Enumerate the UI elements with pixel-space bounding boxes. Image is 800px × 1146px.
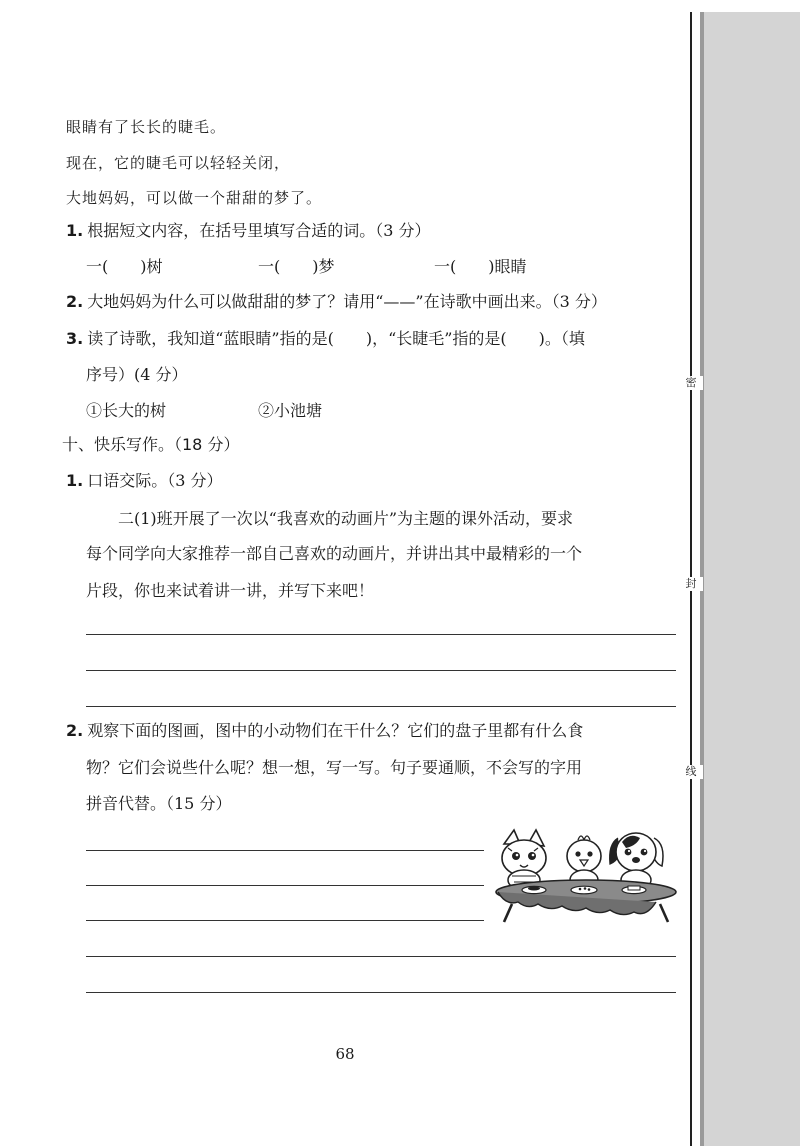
question-3 — [66, 328, 585, 350]
binding-margin — [700, 12, 800, 1146]
writing-line[interactable] — [86, 706, 676, 707]
section-10-question-1 — [66, 470, 223, 492]
seal-char-xian: 线 — [679, 765, 703, 779]
writing-line[interactable] — [86, 670, 676, 671]
option-2: ②小池塘 — [258, 401, 323, 420]
question-2 — [66, 291, 607, 313]
blank-tree[interactable]: 一( )树 — [86, 257, 163, 276]
section-10-question-2-text-line-1: 观察下面的图画，图中的小动物们在干什么？它们的盘子里都有什么食 — [87, 721, 584, 740]
writing-line[interactable] — [86, 634, 676, 635]
writing-line[interactable] — [86, 992, 676, 993]
question-3-text-line-2: 序号）(4 分） — [86, 365, 188, 384]
poem-line-1: 眼睛有了长长的睫毛。 — [66, 118, 227, 136]
question-2-text: 大地妈妈为什么可以做甜甜的梦了？请用“——”在诗歌中画出来。（3 分） — [87, 292, 607, 311]
dining-table — [496, 880, 676, 922]
question-1-blanks — [86, 256, 527, 278]
section-10-question-2 — [66, 720, 583, 742]
question-1-text: 根据短文内容，在括号里填写合适的词。（3 分） — [87, 221, 431, 240]
oral-para-line-2: 每个同学向大家推荐一部自己喜欢的动画片，并讲出其中最精彩的一个 — [86, 544, 583, 563]
section-10-title: 十、快乐写作。（18 分） — [62, 435, 240, 454]
section-10-question-2-text-line-2: 物？它们会说些什么呢？想一想，写一写。句子要通顺，不会写的字用 — [86, 758, 583, 777]
oral-para-line-3: 片段，你也来试着讲一讲，并写下来吧！ — [86, 581, 375, 600]
page-number: 68 — [335, 1045, 355, 1063]
writing-line[interactable] — [86, 850, 484, 851]
question-2-number: 2. — [66, 292, 84, 311]
oral-para-line-1: 二(1)班开展了一次以“我喜欢的动画片”为主题的课外活动，要求 — [118, 509, 574, 528]
writing-line[interactable] — [86, 920, 484, 921]
poem-line-2: 现在，它的睫毛可以轻轻关闭， — [66, 154, 291, 172]
question-3-text-line-1: 读了诗歌，我知道“蓝眼睛”指的是( )，“长睫毛”指的是( )。（填 — [87, 329, 585, 348]
question-1-number: 1. — [66, 221, 84, 240]
section-10-question-2-text-line-3: 拼音代替。（15 分） — [86, 794, 232, 813]
option-1: ①长大的树 — [86, 401, 167, 420]
poem-line-3: 大地妈妈，可以做一个甜甜的梦了。 — [66, 189, 323, 207]
blank-eyes[interactable]: 一( )眼睛 — [434, 257, 527, 276]
question-3-number: 3. — [66, 329, 84, 348]
question-1 — [66, 220, 431, 242]
section-10-question-1-text: 口语交际。（3 分） — [87, 471, 223, 490]
writing-line[interactable] — [86, 956, 676, 957]
section-10-question-2-number: 2. — [66, 721, 84, 740]
writing-line[interactable] — [86, 885, 484, 886]
question-3-options — [86, 400, 322, 422]
blank-dream[interactable]: 一( )梦 — [258, 257, 335, 276]
seal-char-mi: 密 — [679, 376, 703, 390]
section-10-question-1-number: 1. — [66, 471, 84, 490]
animals-dining-illustration — [494, 826, 678, 924]
seal-char-feng: 封 — [679, 577, 703, 591]
